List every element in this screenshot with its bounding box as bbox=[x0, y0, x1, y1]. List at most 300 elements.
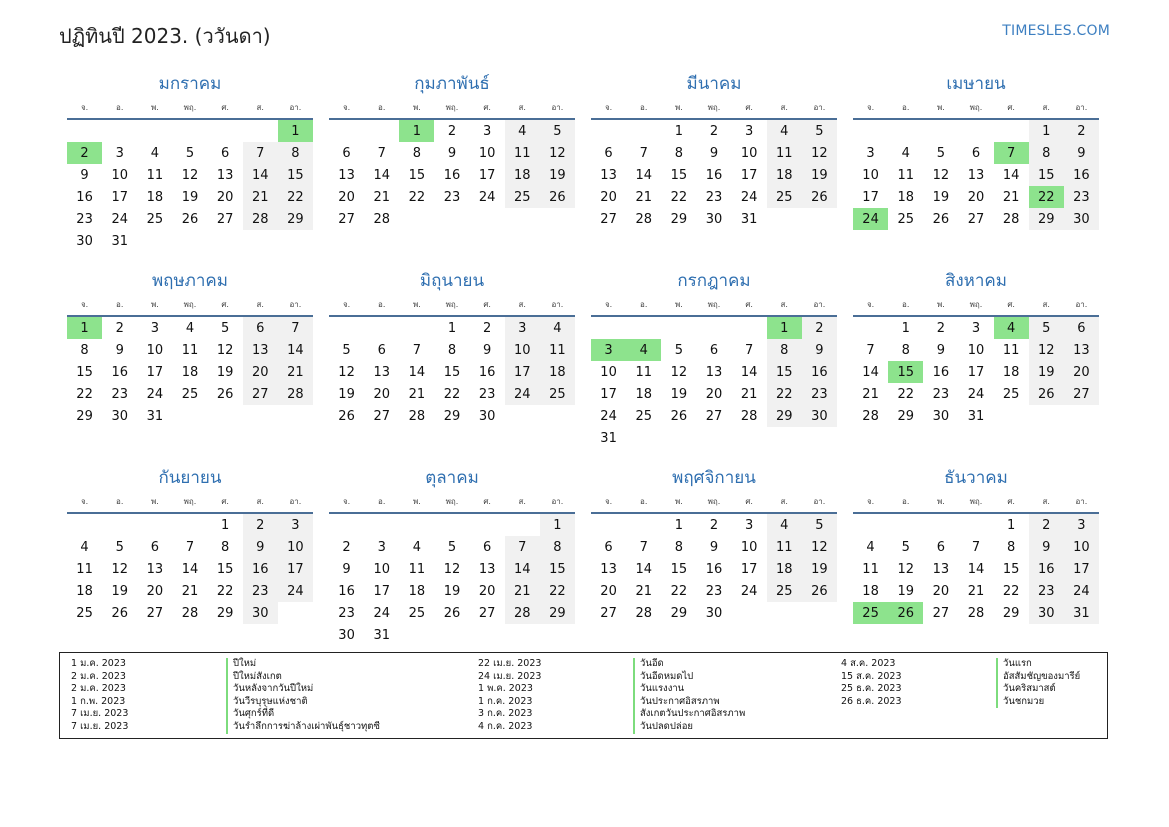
weekday-header: พ. bbox=[661, 293, 696, 316]
month-calendar bbox=[591, 466, 837, 663]
day-cell bbox=[540, 405, 575, 427]
day-cell: 21 bbox=[373, 189, 390, 205]
month-name: กันยายน bbox=[158, 468, 222, 488]
day-cell: 1 bbox=[1006, 517, 1016, 533]
day-cell: 17 bbox=[278, 558, 313, 580]
day-cell bbox=[505, 208, 540, 230]
day-cell: 1 bbox=[278, 119, 313, 142]
month-table bbox=[853, 490, 1099, 624]
day-cell: 27 bbox=[338, 211, 355, 227]
day-cell: 30 bbox=[1029, 602, 1064, 624]
weekday-header: จ. bbox=[329, 293, 364, 316]
day-cell: 9 bbox=[1064, 142, 1099, 164]
day-cell bbox=[505, 513, 540, 536]
weekday-header: พ. bbox=[399, 96, 434, 119]
day-cell: 14 bbox=[635, 167, 652, 183]
day-cell: 23 bbox=[76, 211, 93, 227]
day-cell: 5 bbox=[342, 342, 351, 358]
day-cell: 29 bbox=[216, 605, 234, 621]
weekday-header: อา. bbox=[540, 490, 575, 513]
day-cell: 20 bbox=[478, 583, 496, 599]
day-cell bbox=[67, 119, 102, 142]
day-cell: 8 bbox=[80, 342, 89, 358]
day-cell: 2 bbox=[802, 316, 837, 339]
day-cell: 30 bbox=[338, 627, 355, 643]
day-cell bbox=[591, 513, 626, 536]
day-cell: 26 bbox=[216, 386, 234, 402]
day-cell: 13 bbox=[932, 561, 950, 577]
day-cell: 5 bbox=[936, 145, 945, 161]
day-cell: 23 bbox=[932, 386, 950, 402]
day-cell: 3 bbox=[744, 517, 754, 533]
month-calendar bbox=[67, 72, 313, 269]
holiday-date: 4 ก.ค. 2023 bbox=[478, 720, 533, 732]
day-cell bbox=[853, 316, 888, 339]
month-calendar bbox=[67, 269, 313, 466]
day-cell: 27 bbox=[216, 211, 234, 227]
weekday-header: ศ. bbox=[208, 490, 243, 513]
day-cell: 9 bbox=[243, 536, 278, 558]
day-cell: 5 bbox=[447, 539, 457, 555]
day-cell bbox=[732, 316, 767, 339]
weekday-header: ส. bbox=[243, 490, 278, 513]
day-cell: 11 bbox=[767, 142, 802, 164]
weekday-header: พฤ. bbox=[958, 293, 993, 316]
weekday-header: ศ. bbox=[208, 96, 243, 119]
day-cell: 19 bbox=[897, 583, 914, 599]
day-cell bbox=[767, 208, 802, 230]
holiday-row bbox=[841, 695, 1045, 709]
day-cell: 6 bbox=[604, 539, 613, 555]
day-cell: 9 bbox=[802, 339, 837, 361]
day-cell: 28 bbox=[373, 211, 390, 227]
day-cell bbox=[888, 119, 923, 142]
day-cell: 12 bbox=[111, 561, 128, 577]
holiday-name: วันแรก bbox=[996, 658, 1032, 671]
holiday-date: 24 เม.ย. 2023 bbox=[478, 670, 542, 682]
day-cell: 23 bbox=[802, 383, 837, 405]
holiday-name: วันประกาศอิสรภาพ bbox=[633, 696, 720, 709]
day-cell: 18 bbox=[635, 386, 652, 402]
month-table bbox=[67, 96, 313, 252]
day-cell: 9 bbox=[115, 342, 124, 358]
day-cell bbox=[1064, 405, 1099, 427]
weekday-header: ส. bbox=[505, 96, 540, 119]
day-cell bbox=[732, 602, 767, 624]
day-cell: 29 bbox=[540, 602, 575, 624]
day-cell: 19 bbox=[181, 189, 199, 205]
holiday-column bbox=[478, 658, 746, 734]
day-cell bbox=[208, 119, 243, 142]
weekday-header: พ. bbox=[923, 490, 958, 513]
day-cell: 19 bbox=[932, 189, 950, 205]
weekday-header: พฤ. bbox=[696, 96, 731, 119]
day-cell: 16 bbox=[338, 583, 355, 599]
day-cell: 12 bbox=[897, 561, 914, 577]
holiday-name: วันอีด bbox=[633, 658, 664, 671]
weekday-header: อา. bbox=[278, 96, 313, 119]
day-cell: 15 bbox=[1029, 164, 1064, 186]
day-cell: 13 bbox=[338, 167, 355, 183]
month-table bbox=[591, 96, 837, 230]
weekday-header: อ. bbox=[364, 96, 399, 119]
weekday-header: พฤ. bbox=[434, 490, 469, 513]
day-cell: 30 bbox=[932, 408, 950, 424]
day-cell: 21 bbox=[408, 386, 426, 402]
day-cell: 23 bbox=[1029, 580, 1064, 602]
day-cell: 18 bbox=[540, 361, 575, 383]
month-calendar bbox=[591, 72, 837, 269]
weekday-header: อ. bbox=[626, 490, 661, 513]
month-name: ธันวาคม bbox=[944, 468, 1008, 488]
month-name: เมษายน bbox=[946, 74, 1006, 94]
day-cell: 28 bbox=[408, 408, 426, 424]
day-cell: 28 bbox=[967, 605, 985, 621]
month-calendar bbox=[591, 269, 837, 466]
day-cell: 6 bbox=[482, 539, 492, 555]
day-cell: 1 bbox=[399, 119, 434, 142]
weekday-header: ศ. bbox=[470, 96, 505, 119]
day-cell bbox=[505, 624, 540, 646]
day-cell: 20 bbox=[967, 189, 985, 205]
day-cell: 28 bbox=[505, 602, 540, 624]
day-cell: 21 bbox=[740, 386, 758, 402]
day-cell: 19 bbox=[670, 386, 688, 402]
day-cell bbox=[540, 624, 575, 646]
weekday-header: จ. bbox=[853, 490, 888, 513]
day-cell: 9 bbox=[709, 145, 719, 161]
weekday-header: พ. bbox=[399, 293, 434, 316]
month-name: กรกฎาคม bbox=[677, 271, 751, 291]
day-cell: 13 bbox=[600, 561, 617, 577]
day-cell: 10 bbox=[740, 539, 758, 555]
day-cell bbox=[661, 316, 696, 339]
weekday-header: อา. bbox=[802, 490, 837, 513]
day-cell: 24 bbox=[478, 189, 496, 205]
day-cell bbox=[329, 316, 364, 339]
day-cell: 22 bbox=[76, 386, 93, 402]
day-cell bbox=[802, 427, 837, 449]
day-cell: 24 bbox=[278, 580, 313, 602]
day-cell: 14 bbox=[967, 561, 985, 577]
day-cell: 25 bbox=[767, 186, 802, 208]
day-cell: 4 bbox=[185, 320, 195, 336]
day-cell: 20 bbox=[146, 583, 164, 599]
day-cell: 31 bbox=[967, 408, 985, 424]
day-cell: 26 bbox=[181, 211, 199, 227]
day-cell: 9 bbox=[936, 342, 945, 358]
holiday-name: วันศุกร์ที่ดี bbox=[226, 708, 274, 721]
day-cell: 6 bbox=[243, 316, 278, 339]
holiday-row bbox=[841, 658, 1032, 671]
day-cell: 7 bbox=[639, 539, 648, 555]
day-cell: 15 bbox=[76, 364, 93, 380]
day-cell: 17 bbox=[146, 364, 164, 380]
day-cell: 27 bbox=[146, 605, 164, 621]
day-cell: 21 bbox=[505, 580, 540, 602]
day-cell: 2 bbox=[709, 517, 719, 533]
day-cell bbox=[399, 316, 434, 339]
day-cell: 20 bbox=[216, 189, 234, 205]
day-cell: 8 bbox=[1029, 142, 1064, 164]
day-cell: 31 bbox=[111, 233, 128, 249]
day-cell: 15 bbox=[408, 167, 426, 183]
day-cell: 25 bbox=[767, 580, 802, 602]
day-cell: 12 bbox=[338, 364, 355, 380]
day-cell bbox=[243, 119, 278, 142]
weekday-header: ส. bbox=[505, 490, 540, 513]
holiday-name: วันคริสมาสต์ bbox=[996, 683, 1056, 696]
weekday-header: อา. bbox=[278, 293, 313, 316]
holiday-date: 1 พ.ค. 2023 bbox=[478, 683, 533, 695]
weekday-header: อ. bbox=[364, 293, 399, 316]
day-cell: 31 bbox=[740, 211, 758, 227]
day-cell: 3 bbox=[505, 316, 540, 339]
day-cell: 16 bbox=[932, 364, 950, 380]
day-cell: 26 bbox=[111, 605, 128, 621]
day-cell: 9 bbox=[482, 342, 492, 358]
month-name: มีนาคม bbox=[686, 74, 742, 94]
day-cell bbox=[626, 316, 661, 339]
day-cell: 21 bbox=[1002, 189, 1020, 205]
day-cell: 31 bbox=[1064, 602, 1099, 624]
day-cell bbox=[626, 513, 661, 536]
day-cell: 5 bbox=[802, 119, 837, 142]
day-cell: 6 bbox=[377, 342, 386, 358]
day-cell bbox=[399, 513, 434, 536]
weekday-header: ศ. bbox=[994, 490, 1029, 513]
day-cell: 23 bbox=[705, 583, 723, 599]
holiday-date: 1 ก.ค. 2023 bbox=[478, 695, 533, 707]
day-cell: 12 bbox=[540, 142, 575, 164]
site-link[interactable]: TIMESLES.COM bbox=[1002, 23, 1110, 39]
day-cell bbox=[470, 513, 505, 536]
day-cell: 22 bbox=[1002, 583, 1020, 599]
weekday-header: จ. bbox=[591, 293, 626, 316]
day-cell: 15 bbox=[1002, 561, 1020, 577]
weekday-header: จ. bbox=[329, 490, 364, 513]
page-title: ปฏิทินปี 2023. (ววันดา) bbox=[59, 24, 271, 48]
month-table bbox=[591, 293, 837, 449]
holiday-column bbox=[841, 658, 1081, 708]
day-cell: 22 bbox=[670, 189, 688, 205]
day-cell: 25 bbox=[76, 605, 93, 621]
weekday-header: จ. bbox=[853, 293, 888, 316]
day-cell: 26 bbox=[802, 580, 837, 602]
day-cell: 25 bbox=[181, 386, 199, 402]
day-cell: 24 bbox=[600, 408, 617, 424]
day-cell: 17 bbox=[111, 189, 128, 205]
day-cell: 9 bbox=[1029, 536, 1064, 558]
day-cell bbox=[434, 513, 469, 536]
day-cell: 8 bbox=[674, 145, 683, 161]
day-cell: 14 bbox=[181, 561, 199, 577]
holiday-row bbox=[71, 670, 282, 684]
month-table bbox=[329, 293, 575, 427]
day-cell: 17 bbox=[505, 361, 540, 383]
day-cell: 12 bbox=[932, 167, 950, 183]
day-cell: 20 bbox=[705, 386, 723, 402]
day-cell: 2 bbox=[243, 513, 278, 536]
day-cell: 10 bbox=[740, 145, 758, 161]
day-cell: 19 bbox=[216, 364, 234, 380]
day-cell: 24 bbox=[505, 383, 540, 405]
day-cell: 22 bbox=[540, 580, 575, 602]
holiday-name: อัสสัมชัญของมารีย์ bbox=[996, 671, 1080, 684]
day-cell: 13 bbox=[600, 167, 617, 183]
day-cell: 13 bbox=[373, 364, 390, 380]
day-cell: 12 bbox=[1029, 339, 1064, 361]
weekday-header: ส. bbox=[243, 293, 278, 316]
day-cell bbox=[243, 405, 278, 427]
day-cell: 18 bbox=[76, 583, 93, 599]
month-calendar bbox=[67, 466, 313, 663]
weekday-header: จ. bbox=[591, 490, 626, 513]
day-cell bbox=[102, 513, 137, 536]
day-cell: 4 bbox=[505, 119, 540, 142]
day-cell: 2 bbox=[67, 142, 102, 164]
day-cell: 4 bbox=[80, 539, 89, 555]
day-cell: 22 bbox=[443, 386, 461, 402]
day-cell: 17 bbox=[1064, 558, 1099, 580]
day-cell: 11 bbox=[635, 364, 652, 380]
weekday-header: ส. bbox=[1029, 293, 1064, 316]
holiday-name: สังเกตวันประกาศอิสรภาพ bbox=[633, 708, 745, 721]
month-name: มกราคม bbox=[158, 74, 222, 94]
weekday-header: ศ. bbox=[470, 293, 505, 316]
holiday-name: วันแรงงาน bbox=[633, 683, 684, 696]
day-cell: 11 bbox=[408, 561, 426, 577]
day-cell: 8 bbox=[767, 339, 802, 361]
day-cell: 19 bbox=[443, 583, 461, 599]
weekday-header: ส. bbox=[767, 96, 802, 119]
day-cell: 2 bbox=[1064, 119, 1099, 142]
day-cell: 21 bbox=[967, 583, 985, 599]
day-cell: 24 bbox=[740, 189, 758, 205]
holiday-name: วันวีรบุรุษแห่งชาติ bbox=[226, 696, 308, 709]
day-cell bbox=[853, 119, 888, 142]
day-cell: 23 bbox=[338, 605, 355, 621]
day-cell: 28 bbox=[243, 208, 278, 230]
day-cell: 6 bbox=[150, 539, 159, 555]
weekday-header: อ. bbox=[102, 96, 137, 119]
day-cell: 7 bbox=[505, 536, 540, 558]
day-cell: 27 bbox=[243, 383, 278, 405]
day-cell: 6 bbox=[342, 145, 351, 161]
day-cell: 8 bbox=[278, 142, 313, 164]
day-cell: 12 bbox=[802, 142, 837, 164]
day-cell bbox=[958, 513, 993, 536]
day-cell: 10 bbox=[111, 167, 128, 183]
day-cell bbox=[102, 119, 137, 142]
day-cell: 29 bbox=[1002, 605, 1020, 621]
day-cell bbox=[802, 602, 837, 624]
day-cell: 24 bbox=[853, 208, 888, 230]
day-cell: 4 bbox=[767, 513, 802, 536]
day-cell: 27 bbox=[478, 605, 496, 621]
weekday-header: อ. bbox=[888, 96, 923, 119]
weekday-header: พ. bbox=[137, 490, 172, 513]
holiday-list bbox=[59, 652, 1108, 739]
holiday-name: วันหลังจากวันปีใหม่ bbox=[226, 683, 313, 696]
day-cell: 7 bbox=[866, 342, 875, 358]
day-cell: 17 bbox=[373, 583, 390, 599]
weekday-header: พ. bbox=[923, 96, 958, 119]
day-cell: 10 bbox=[373, 561, 390, 577]
day-cell: 7 bbox=[412, 342, 421, 358]
holiday-row bbox=[478, 708, 746, 721]
day-cell: 27 bbox=[1064, 383, 1099, 405]
weekday-header: พฤ. bbox=[172, 490, 207, 513]
day-cell: 24 bbox=[111, 211, 128, 227]
day-cell: 11 bbox=[76, 561, 93, 577]
day-cell: 19 bbox=[802, 558, 837, 580]
weekday-header: พ. bbox=[137, 96, 172, 119]
day-cell: 16 bbox=[243, 558, 278, 580]
day-cell: 18 bbox=[408, 583, 426, 599]
weekday-header: จ. bbox=[853, 96, 888, 119]
day-cell: 7 bbox=[994, 142, 1029, 164]
weekday-header: ศ. bbox=[732, 96, 767, 119]
day-cell: 28 bbox=[635, 605, 652, 621]
weekday-header: พฤ. bbox=[434, 293, 469, 316]
month-table bbox=[329, 96, 575, 230]
weekday-header: พฤ. bbox=[696, 490, 731, 513]
weekday-header: ส. bbox=[243, 96, 278, 119]
day-cell bbox=[399, 208, 434, 230]
day-cell: 1 bbox=[1029, 119, 1064, 142]
weekday-header: ส. bbox=[1029, 490, 1064, 513]
day-cell: 13 bbox=[1064, 339, 1099, 361]
day-cell: 11 bbox=[897, 167, 914, 183]
day-cell: 5 bbox=[802, 513, 837, 536]
day-cell bbox=[696, 427, 731, 449]
day-cell: 20 bbox=[338, 189, 355, 205]
day-cell: 30 bbox=[1064, 208, 1099, 230]
holiday-row bbox=[478, 695, 720, 709]
day-cell: 1 bbox=[674, 517, 683, 533]
day-cell: 8 bbox=[412, 145, 421, 161]
holiday-date: 7 เม.ย. 2023 bbox=[71, 708, 129, 720]
day-cell bbox=[470, 624, 505, 646]
day-cell: 4 bbox=[150, 145, 159, 161]
day-cell bbox=[853, 513, 888, 536]
day-cell: 12 bbox=[216, 342, 234, 358]
day-cell: 10 bbox=[278, 536, 313, 558]
holiday-date: 7 เม.ย. 2023 bbox=[71, 720, 129, 732]
weekday-header: อ. bbox=[888, 293, 923, 316]
weekday-header: จ. bbox=[591, 96, 626, 119]
day-cell: 2 bbox=[447, 123, 457, 139]
day-cell: 14 bbox=[635, 561, 652, 577]
weekday-header: จ. bbox=[67, 490, 102, 513]
day-cell: 27 bbox=[705, 408, 723, 424]
day-cell: 15 bbox=[670, 561, 688, 577]
day-cell: 16 bbox=[478, 364, 496, 380]
day-cell bbox=[661, 427, 696, 449]
holiday-row bbox=[841, 670, 1081, 684]
day-cell: 16 bbox=[705, 167, 723, 183]
day-cell: 25 bbox=[635, 408, 652, 424]
day-cell: 23 bbox=[111, 386, 128, 402]
weekday-header: ส. bbox=[767, 293, 802, 316]
weekday-header: อ. bbox=[888, 490, 923, 513]
day-cell: 6 bbox=[936, 539, 945, 555]
day-cell: 31 bbox=[146, 408, 164, 424]
day-cell: 2 bbox=[709, 123, 719, 139]
day-cell: 20 bbox=[600, 583, 617, 599]
day-cell bbox=[591, 316, 626, 339]
